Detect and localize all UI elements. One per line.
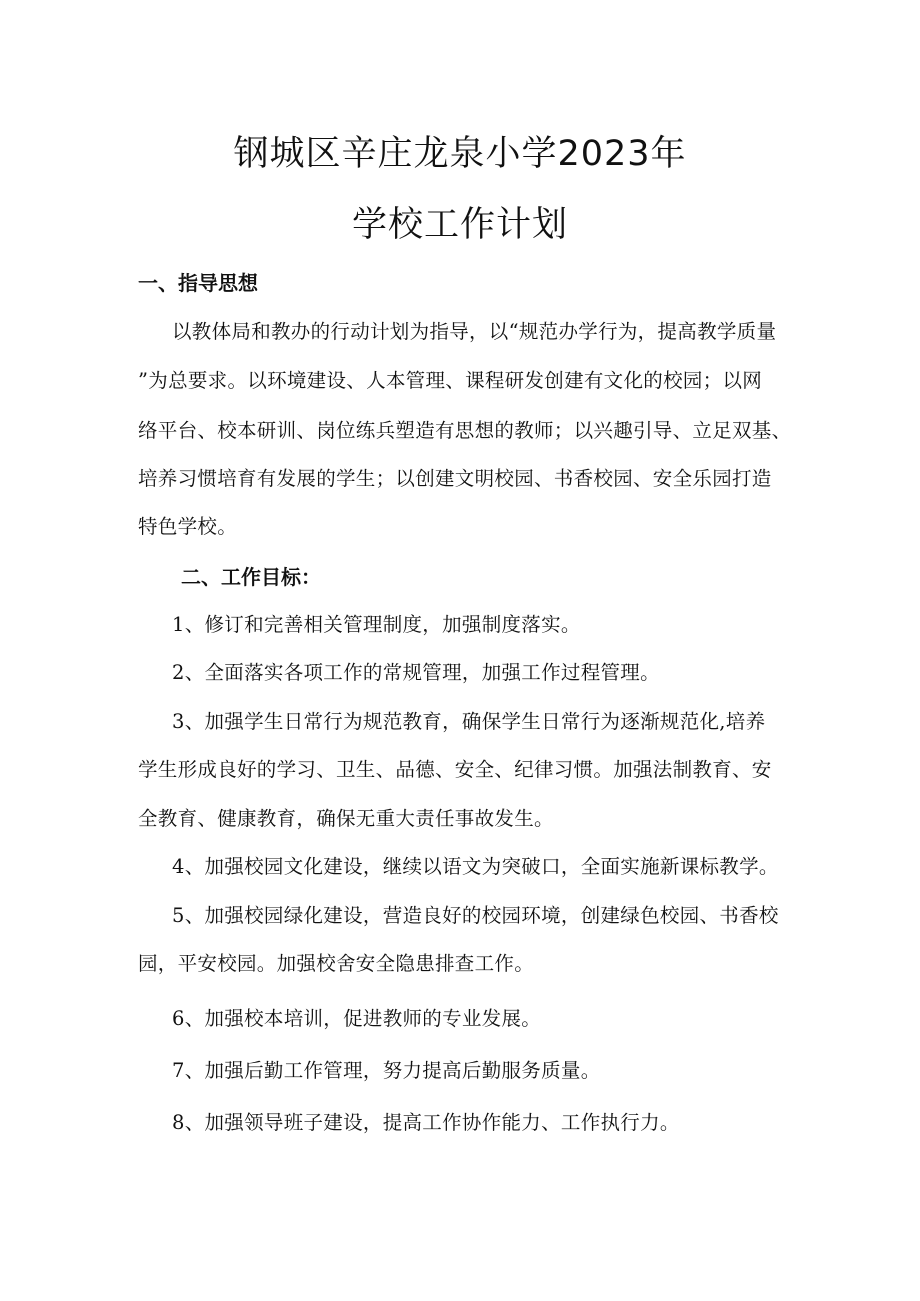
goal-item-continuation: 学生形成良好的学习、卫生、品德、安全、纪律习惯。加强法制教育、安 [138,758,772,781]
paragraph-line: 特色学校。 [138,515,238,538]
section-heading-work-goals: 二、工作目标： [181,565,321,589]
document-title-line-1: 钢城区辛庄龙泉小学2023年 [233,134,687,174]
paragraph-line: 以教体局和教办的行动计划为指导，以“规范办学行为，提高教学质量 [172,320,777,343]
goal-item: 5、加强校园绿化建设，营造良好的校园环境，创建绿色校园、书香校 [172,904,779,927]
goal-item: 1、修订和完善相关管理制度，加强制度落实。 [172,613,581,636]
goal-item-continuation: 全教育、健康教育，确保无重大责任事故发生。 [138,807,554,830]
goal-item: 2、全面落实各项工作的常规管理，加强工作过程管理。 [172,661,660,684]
paragraph-line: ”为总要求。以环境建设、人本管理、课程研发创建有文化的校园；以网 [138,369,763,392]
goal-item-continuation: 园，平安校园。加强校舍安全隐患排查工作。 [138,952,535,975]
goal-item: 6、加强校本培训，促进教师的专业发展。 [172,1007,542,1030]
document-title-line-2: 学校工作计划 [351,205,568,245]
paragraph-line: 络平台、校本研训、岗位练兵塑造有思想的教师；以兴趣引导、立足双基、 [138,419,792,442]
goal-item: 4、加强校园文化建设，继续以语文为突破口，全面实施新课标教学。 [172,855,779,878]
section-heading-guiding-ideology: 一、指导思想 [138,271,258,295]
goal-item: 8、加强领导班子建设，提高工作协作能力、工作执行力。 [172,1111,680,1134]
goal-item: 7、加强后勤工作管理，努力提高后勤服务质量。 [172,1059,601,1082]
goal-item: 3、加强学生日常行为规范教育，确保学生日常行为逐渐规范化,培养 [172,710,766,733]
paragraph-line: 培养习惯培育有发展的学生；以创建文明校园、书香校园、安全乐园打造 [138,467,772,490]
